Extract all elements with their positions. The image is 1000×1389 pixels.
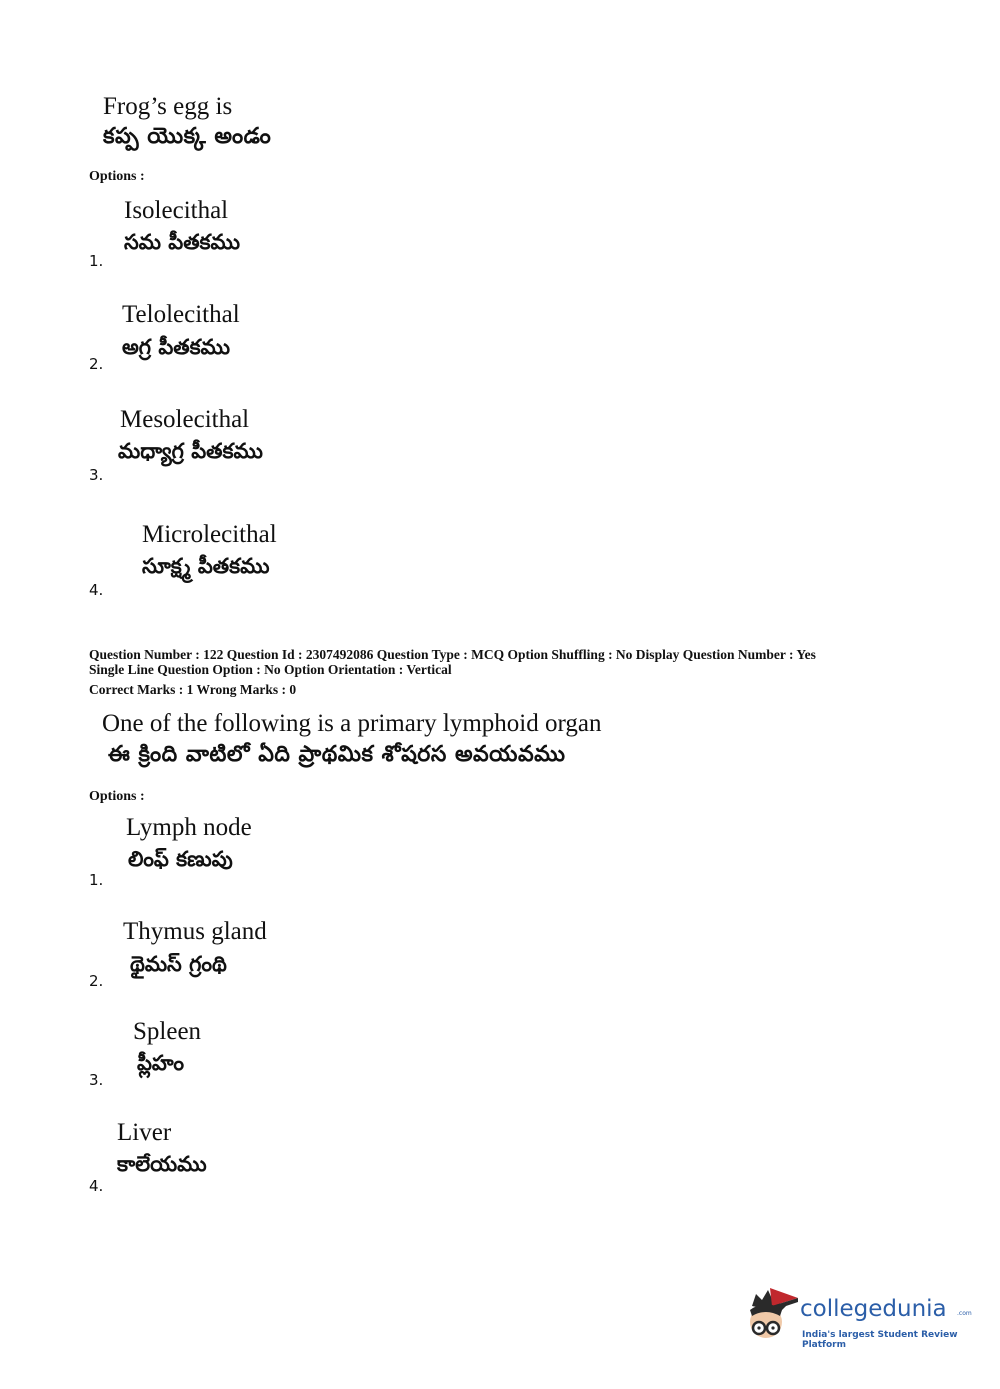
q2-option-3-number: 3. [89, 1071, 104, 1089]
q2-option-2-text: Thymus gland [123, 918, 267, 945]
collegedunia-wordmark-suffix: .com [957, 1310, 972, 1317]
question-marks: Correct Marks : 1 Wrong Marks : 0 [89, 682, 297, 697]
question-1-text: Frog’s egg is [103, 93, 233, 120]
q2-option-4-text: Liver [117, 1119, 172, 1146]
q2-option-2-number: 2. [89, 972, 104, 990]
q2-option-3-text-telugu: ప్లీహం [137, 1051, 185, 1075]
collegedunia-mascot-icon [742, 1284, 800, 1346]
question-2-text-telugu: ఈ క్రింది వాటిలో ఏది ప్రాథమిక శోషరస అవయవము [108, 742, 566, 767]
question-meta-line-1: Question Number : 122 Question Id : 2307492086 Question Type : MCQ Option Shuffling : No Display Question Number : Yes [89, 647, 816, 662]
q1-option-3-text-telugu: మధ్యాగ్ర పీతకము [118, 439, 263, 463]
q2-option-1-text: Lymph node [126, 814, 252, 841]
question-1-text-telugu: కప్ప యొక్క అండం [103, 124, 272, 149]
q2-option-1-text-telugu: లింఫ్ కణుపు [128, 847, 233, 871]
q1-option-2-text-telugu: అగ్ర పీతకము [122, 335, 231, 359]
q1-option-2-number: 2. [89, 355, 104, 373]
collegedunia-tagline: India's largest Student Review Platform [802, 1330, 958, 1350]
question-2-text: One of the following is a primary lymphoid organ [102, 710, 602, 737]
collegedunia-wordmark: collegedunia [800, 1296, 947, 1322]
options-label: Options : [89, 789, 145, 804]
q1-option-2-text: Telolecithal [122, 301, 240, 328]
options-label: Options : [89, 169, 145, 184]
q2-option-2-text-telugu: థైమస్ గ్రంథి [130, 952, 227, 976]
q2-option-1-number: 1. [89, 871, 104, 889]
q1-option-4-text-telugu: సూక్ష్మ పీతకము [142, 554, 270, 578]
q1-option-1-text: Isolecithal [124, 197, 229, 224]
q1-option-4-number: 4. [89, 581, 104, 599]
q1-option-4-text: Microlecithal [142, 521, 277, 548]
q1-option-1-number: 1. [89, 252, 104, 270]
q2-option-3-text: Spleen [133, 1018, 202, 1045]
q2-option-4-text-telugu: కాలేయము [117, 1152, 207, 1176]
question-meta-line-2: Single Line Question Option : No Option Orientation : Vertical [89, 662, 452, 677]
q1-option-1-text-telugu: సమ పీతకము [124, 230, 240, 254]
q1-option-3-number: 3. [89, 466, 104, 484]
q2-option-4-number: 4. [89, 1177, 104, 1195]
q1-option-3-text: Mesolecithal [120, 406, 250, 433]
